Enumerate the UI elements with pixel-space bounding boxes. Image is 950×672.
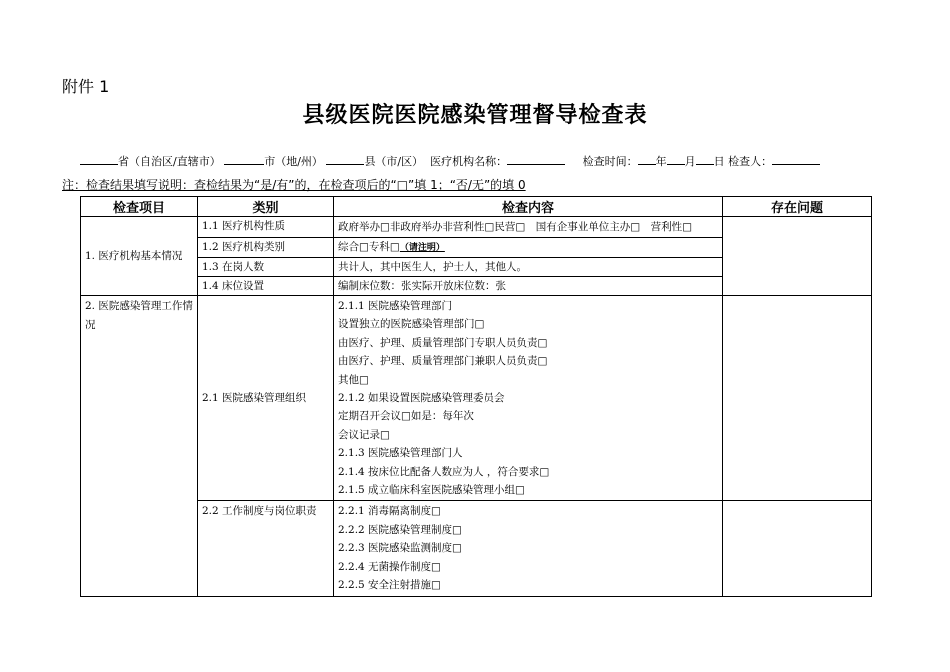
org-label: 医疗机构名称：	[430, 155, 508, 168]
city-blank[interactable]	[224, 153, 264, 165]
content-line: 由医疗、护理、质量管理部门专职人员负责□	[338, 336, 548, 349]
content-cell[interactable]: 共计人，其中医生人，护士人，其他人。	[334, 258, 723, 277]
category-cell: 1.2 医疗机构类别	[198, 238, 334, 258]
year-blank[interactable]	[638, 153, 656, 165]
header-content: 检查内容	[334, 197, 723, 217]
time-label: 检查时间：	[582, 155, 638, 168]
content-line: 2.1.2 如果设置医院感染管理委员会	[338, 392, 505, 405]
attachment-label: 附件 1	[62, 77, 110, 96]
content-line: 2.1.5 成立临床科室医院感染管理小组□	[338, 484, 525, 497]
province-label: 省（自治区/直辖市）	[118, 155, 221, 168]
content-line: 定期召开会议□如是：每年次	[338, 410, 474, 423]
content-line: 2.2.1 消毒隔离制度□	[338, 505, 441, 518]
content-line: 会议记录□	[338, 428, 390, 441]
header-category: 类别	[198, 197, 334, 217]
issue-cell[interactable]	[723, 217, 872, 296]
category-cell: 1.1 医疗机构性质	[198, 217, 334, 238]
content-cell[interactable]: 政府举办□非政府举办非营利性□民营□ 国有企事业单位主办□ 营利性□	[334, 217, 723, 238]
table-row	[81, 296, 872, 501]
header-item: 检查项目	[81, 197, 198, 217]
category-cell: 2.1 医院感染管理组织	[198, 296, 334, 501]
day-blank[interactable]	[696, 153, 714, 165]
table-row	[81, 501, 872, 596]
info-line	[80, 153, 820, 169]
content-cell[interactable]	[334, 501, 723, 596]
content-line: 2.2.3 医院感染监测制度□	[338, 542, 462, 555]
content-line: 2.1.3 医院感染管理部门人	[338, 447, 463, 460]
content-line: 2.2.2 医院感染管理制度□	[338, 523, 462, 536]
content-line: 其他□	[338, 373, 369, 386]
day-label: 日	[713, 155, 725, 168]
inspection-table	[80, 196, 872, 597]
section2-item: 2. 医院感染管理工作情况	[81, 296, 198, 597]
section1-item: 1. 医疗机构基本情况	[81, 217, 198, 296]
content-line: 2.2.4 无菌操作制度□	[338, 560, 441, 573]
content-cell[interactable]	[334, 296, 723, 501]
specify-note: （请注明）	[399, 243, 445, 253]
header-row	[81, 197, 872, 217]
category-cell: 1.3 在岗人数	[198, 258, 334, 277]
content-line: 由医疗、护理、质量管理部门兼职人员负责□	[338, 355, 548, 368]
content-line: 2.2.5 安全注射措施□	[338, 579, 441, 592]
month-blank[interactable]	[667, 153, 685, 165]
content-cell[interactable]: 编制床位数：张实际开放床位数：张	[334, 277, 723, 296]
table-row	[81, 217, 872, 238]
category-cell: 1.4 床位设置	[198, 277, 334, 296]
county-label: 县（市/区）	[364, 155, 424, 168]
instruction-note: 注：检查结果填写说明：查检结果为“是/有”的，在检查项后的“□”填 1；“否/无”的填 0	[62, 178, 526, 192]
category-cell: 2.2 工作制度与岗位职责	[198, 501, 334, 596]
content-line: 2.1.1 医院感染管理部门	[338, 300, 453, 312]
inspector-blank[interactable]	[772, 153, 820, 165]
inspector-label: 检查人：	[728, 155, 773, 168]
page-title: 县级医院医院感染管理督导检查表	[302, 103, 648, 128]
issue-cell[interactable]	[723, 501, 872, 596]
header-issue: 存在问题	[723, 197, 872, 217]
province-blank[interactable]	[80, 153, 118, 165]
city-label: 市（地/州）	[264, 155, 323, 168]
year-label: 年	[655, 155, 667, 168]
org-blank[interactable]	[507, 153, 565, 165]
content-cell[interactable]: 综合□专科□（请注明）	[334, 238, 723, 258]
county-blank[interactable]	[326, 153, 364, 165]
issue-cell[interactable]	[723, 296, 872, 501]
month-label: 月	[684, 155, 696, 168]
content-line: 设置独立的医院感染管理部门□	[338, 318, 485, 331]
content-line: 2.1.4 按床位比配备人数应为人 ，符合要求□	[338, 465, 550, 478]
